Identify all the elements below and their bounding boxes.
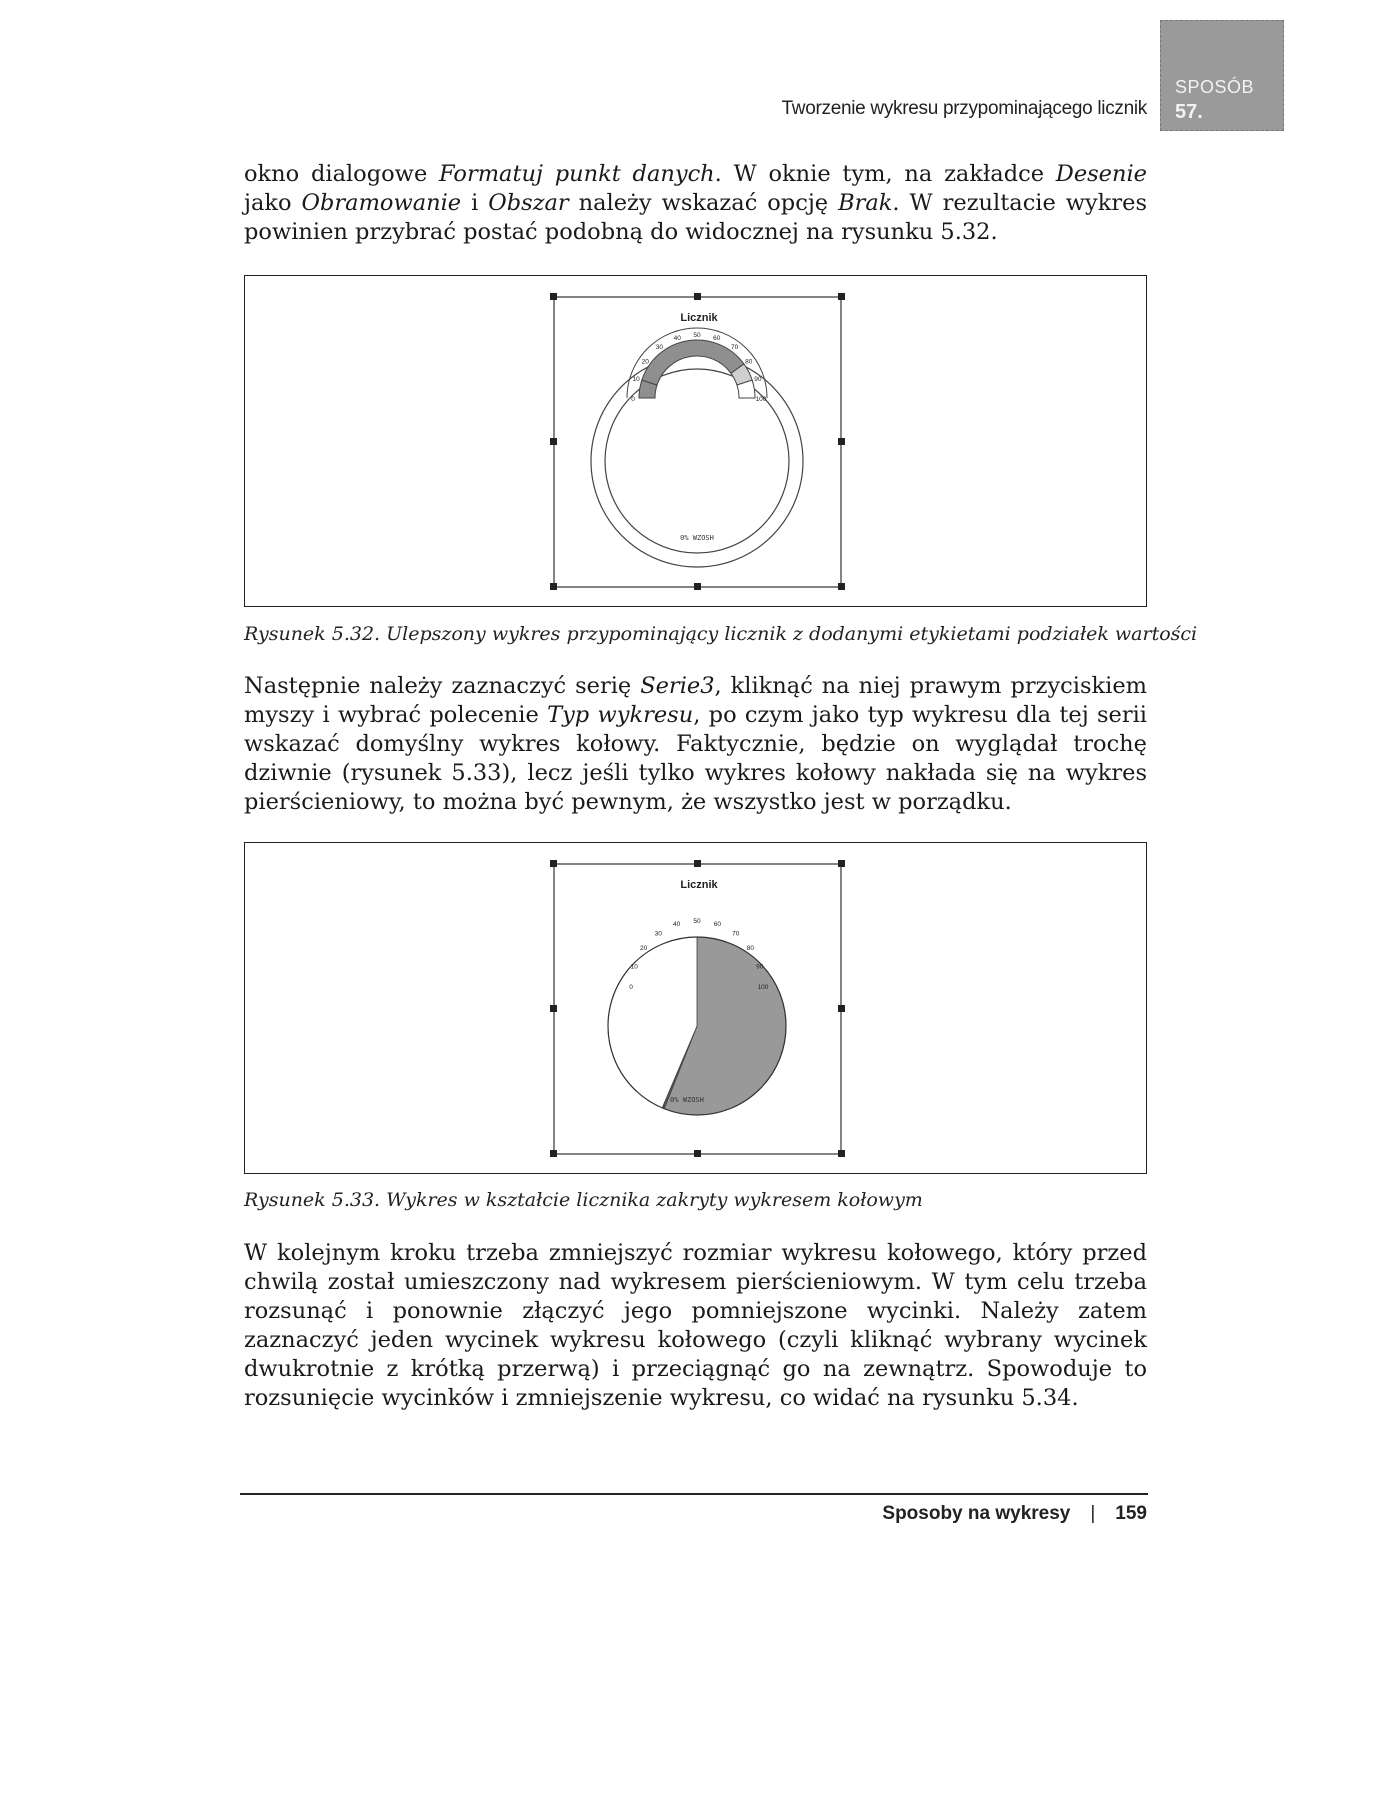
chapter-tab-label: SPOSÓB — [1175, 77, 1255, 97]
italic-term: Brak — [838, 190, 893, 216]
tick-label: 80 — [746, 945, 755, 953]
resize-handle — [838, 438, 845, 445]
resize-handle — [694, 293, 701, 300]
resize-handle — [838, 1150, 845, 1157]
tick-label: 60 — [713, 335, 721, 343]
resize-handle — [694, 583, 701, 590]
text-run: W kolejnym kroku trzeba zmniejszyć rozmiar wykresu kołowego, który przed chwilą został umieszczony nad wykresem pierścieniowym. W tym celu trzeba rozsunąć i ponownie złączyć jego pomniejszone wycinki. Należy zatem zaznaczyć jeden wycinek wykresu kołowego (czyli kliknąć wybrany wycinek dwukrotnie z krótką przerwą) i przeciągnąć go na zewnątrz. Spowoduje to rozsunięcie wycinków i zmniejszenie wykresu, co widać na rysunku 5.34. — [244, 1240, 1147, 1411]
tick-label: 50 — [693, 918, 701, 925]
chapter-tab — [1160, 20, 1284, 131]
tick-label: 40 — [673, 335, 681, 343]
tick-label: 20 — [641, 358, 649, 366]
tick-label: 20 — [639, 945, 648, 953]
text-run: należy wskazać opcję — [568, 190, 839, 216]
resize-handle — [550, 438, 557, 445]
footer-book-title: Sposoby na wykresy — [882, 1503, 1071, 1524]
resize-handle — [838, 293, 845, 300]
text-run: jako — [244, 190, 302, 216]
pie-chart-svg — [245, 843, 1148, 1175]
tick-label: 40 — [672, 921, 681, 929]
tick-label: 80 — [745, 358, 753, 366]
text-run: . W oknie tym, na zakładce — [714, 161, 1056, 187]
running-header-title: Tworzenie wykresu przypominającego licznik — [781, 98, 1147, 119]
resize-handle — [694, 860, 701, 867]
italic-term: Formatuj punkt danych — [439, 161, 715, 187]
resize-handle — [550, 1150, 557, 1157]
tick-label: 10 — [630, 963, 638, 971]
italic-term: Obszar — [488, 190, 569, 216]
tick-label: 70 — [731, 344, 739, 352]
value-label: 0% WZOSH — [680, 534, 714, 542]
resize-handle — [838, 1005, 845, 1012]
footer-rule — [240, 1493, 1148, 1495]
figure-5-33 — [244, 842, 1147, 1174]
tick-label: 60 — [713, 921, 722, 929]
resize-handle — [550, 293, 557, 300]
resize-handle — [838, 583, 845, 590]
italic-term: Obramowanie — [301, 190, 462, 216]
tick-label: 30 — [654, 930, 662, 938]
resize-handle — [550, 1005, 557, 1012]
chart-title: Licznik — [680, 879, 718, 891]
text-run: . W rezultacie wykres powinien przybrać postać podobną do widocznej na rysunku 5.32. — [244, 190, 1147, 245]
figure-5-32 — [244, 275, 1147, 607]
tick-label: 90 — [756, 963, 764, 971]
resize-handle — [838, 860, 845, 867]
italic-term: Serie3 — [640, 673, 715, 699]
tick-label: 0 — [629, 984, 633, 991]
tick-label: 70 — [732, 930, 740, 938]
paragraph-3 — [244, 1239, 1147, 1413]
tick-label: 30 — [655, 344, 663, 352]
tick-label: 0 — [631, 396, 635, 403]
text-run: , po czym jako typ wykresu dla tej serii wskazać domyślny wykres kołowy. Faktycznie, będzie on wyglądał trochę dziwnie (rysunek 5.33), lecz jeśli tylko wykres kołowy nakłada się na wykres pierścieniowy, to można być pewnym, że wszystko jest w porządku. — [244, 702, 1147, 815]
figure-5-33-caption: Rysunek 5.33. Wykres w kształcie licznika zakryty wykresem kołowym — [244, 1189, 923, 1211]
tick-label: 50 — [693, 332, 701, 339]
resize-handle — [694, 1150, 701, 1157]
chapter-tab-number: 57. — [1175, 101, 1203, 123]
tick-label: 100 — [757, 984, 769, 991]
value-label: 0% WZOSH — [670, 1096, 704, 1104]
text-run: okno dialogowe — [244, 161, 440, 187]
footer-separator: | — [1090, 1503, 1096, 1524]
italic-term: Typ wykresu — [547, 702, 694, 728]
resize-handle — [550, 583, 557, 590]
page-footer — [700, 1503, 1147, 1525]
text-run: i — [461, 190, 489, 216]
italic-term: Desenie — [1055, 161, 1148, 187]
resize-handle — [550, 860, 557, 867]
tick-label: 10 — [632, 376, 640, 384]
chart-title: Licznik — [680, 312, 718, 324]
paragraph-1 — [244, 160, 1147, 247]
tick-label: 100 — [755, 396, 767, 403]
text-run: Następnie należy zaznaczyć serię — [244, 673, 641, 699]
page-number: 159 — [1115, 1503, 1147, 1524]
text-run: , kliknąć na niej prawym przyciskiem myszy i wybrać polecenie — [244, 673, 1147, 728]
gauge-chart-svg — [245, 276, 1148, 608]
tick-label: 90 — [754, 376, 762, 384]
figure-5-32-caption: Rysunek 5.32. Ulepszony wykres przypominający licznik z dodanymi etykietami podziałek wartości — [244, 623, 1198, 645]
paragraph-2 — [244, 672, 1147, 817]
